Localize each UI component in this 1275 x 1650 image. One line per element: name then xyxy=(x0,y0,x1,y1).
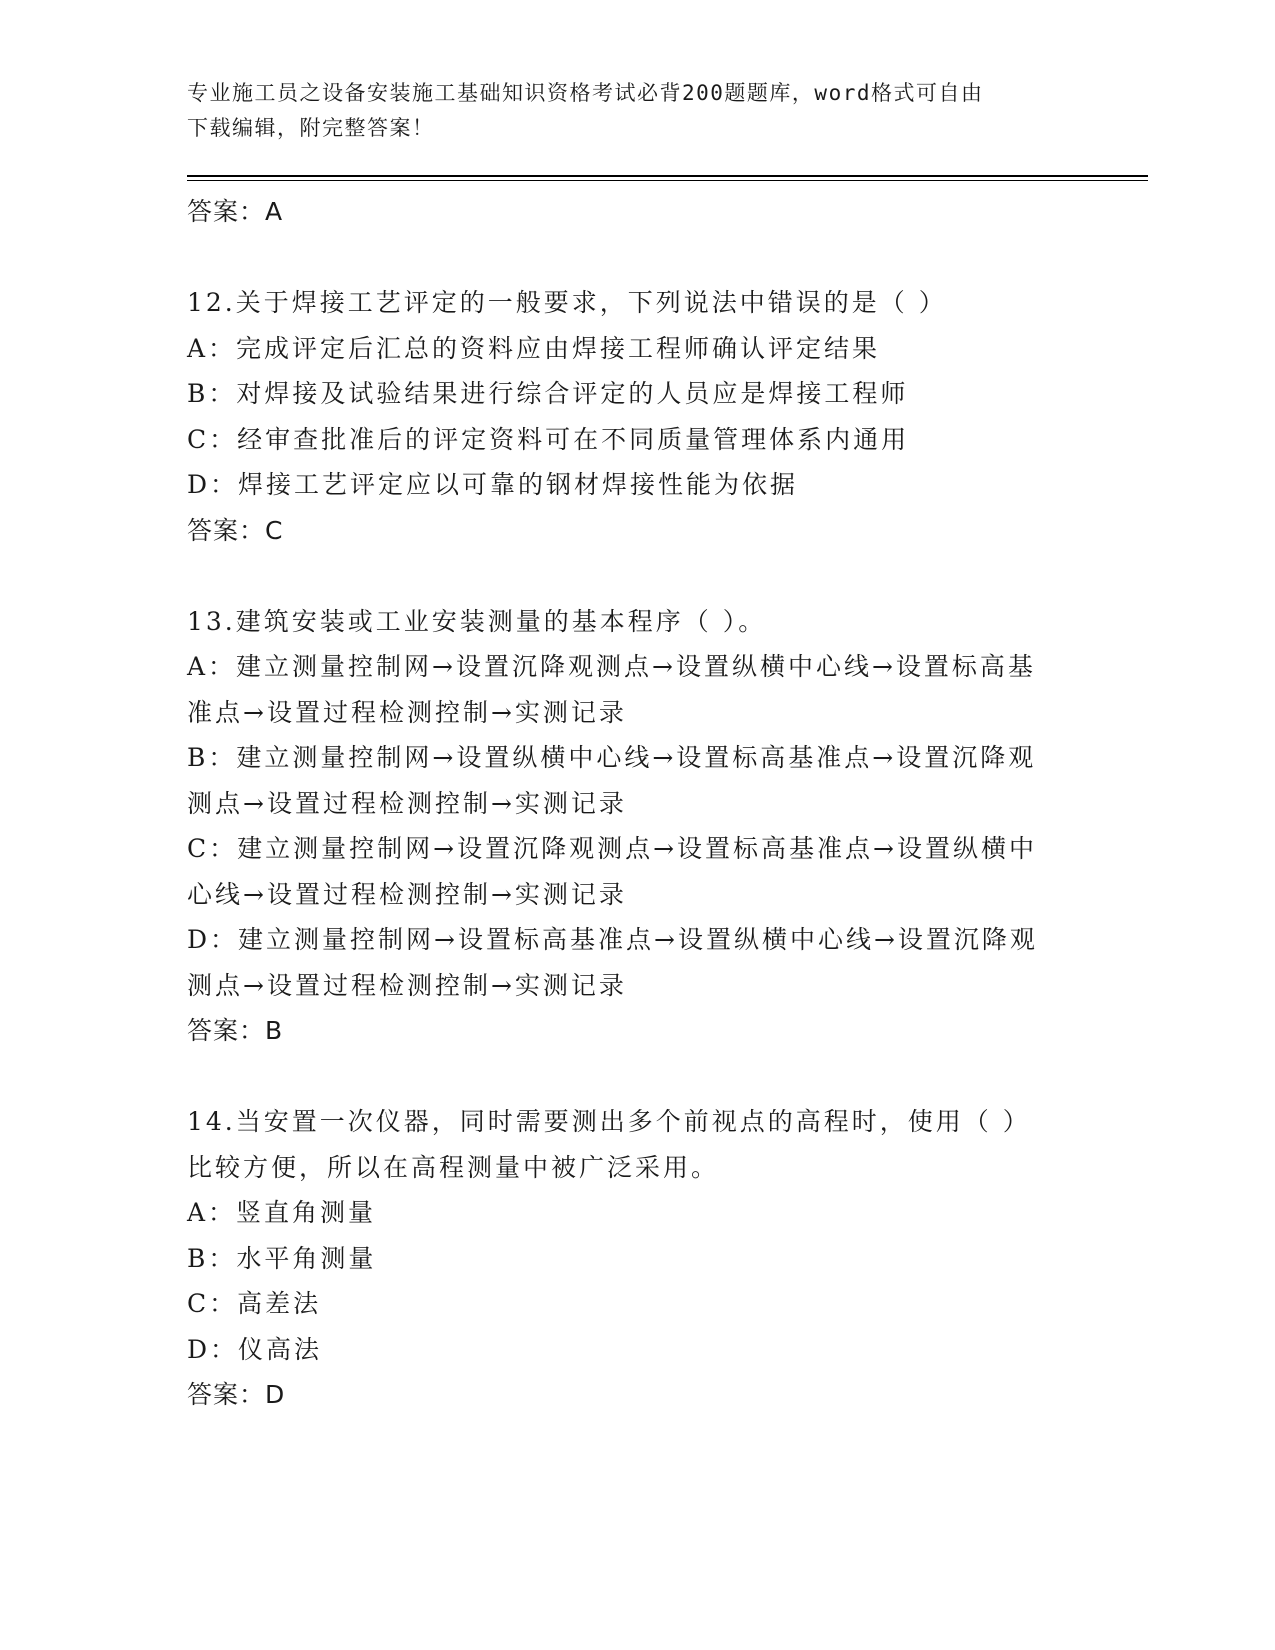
question-13-answer: 答案：B xyxy=(187,1016,284,1045)
question-13-option-c-line-2: 心线→设置过程检测控制→实测记录 xyxy=(187,879,627,909)
question-13-option-a-line-1: A：建立测量控制网→设置沉降观测点→设置纵横中心线→设置标高基 xyxy=(187,652,1036,681)
question-12-option-c: C：经审查批准后的评定资料可在不同质量管理体系内通用 xyxy=(187,424,910,454)
question-13-option-a-line-2: 准点→设置过程检测控制→实测记录 xyxy=(187,697,627,727)
question-13-option-d-line-2: 测点→设置过程检测控制→实测记录 xyxy=(187,970,627,1000)
question-14-option-d: D：仪高法 xyxy=(187,1334,323,1364)
header-title-line-2: 下载编辑，附完整答案！ xyxy=(187,116,435,140)
question-14-option-a: A：竖直角测量 xyxy=(187,1198,377,1227)
header-rule-thin xyxy=(187,180,1148,181)
question-12-stem: 12.关于焊接工艺评定的一般要求，下列说法中错误的是（ ） xyxy=(187,288,947,317)
question-13-option-d-line-1: D：建立测量控制网→设置标高基准点→设置纵横中心线→设置沉降观 xyxy=(187,925,1038,954)
page-header xyxy=(187,76,1087,146)
question-14-stem-line-2: 比较方便，所以在高程测量中被广泛采用。 xyxy=(187,1152,720,1182)
spacer xyxy=(187,1054,1087,1100)
question-12-answer: 答案：C xyxy=(187,515,284,545)
question-12-option-d: D：焊接工艺评定应以可靠的钢材焊接性能为依据 xyxy=(187,470,799,499)
question-13-stem: 13.建筑安装或工业安装测量的基本程序（ ）。 xyxy=(187,606,767,636)
question-12-option-a: A：完成评定后汇总的资料应由焊接工程师确认评定结果 xyxy=(187,333,881,363)
answer-11: 答案：A xyxy=(187,197,284,226)
question-13-option-b-line-1: B：建立测量控制网→设置纵横中心线→设置标高基准点→设置沉降观 xyxy=(187,743,1037,772)
question-14-option-c: C：高差法 xyxy=(187,1289,322,1318)
spacer xyxy=(187,235,1087,281)
question-content xyxy=(187,189,1087,1418)
question-14-answer: 答案：D xyxy=(187,1380,286,1409)
question-13-option-b-line-2: 测点→设置过程检测控制→实测记录 xyxy=(187,788,627,818)
question-12 xyxy=(187,280,1087,553)
question-13-option-c-line-1: C：建立测量控制网→设置沉降观测点→设置标高基准点→设置纵横中 xyxy=(187,834,1037,863)
header-title-line-1: 专业施工员之设备安装施工基础知识资格考试必背200题题库，word格式可自由 xyxy=(187,81,984,105)
question-12-option-b: B：对焊接及试验结果进行综合评定的人员应是焊接工程师 xyxy=(187,379,909,408)
question-14 xyxy=(187,1099,1087,1418)
spacer xyxy=(187,553,1087,599)
question-14-stem-line-1: 14.当安置一次仪器，同时需要测出多个前视点的高程时，使用（ ） xyxy=(187,1107,1031,1136)
question-13 xyxy=(187,599,1087,1054)
question-14-option-b: B：水平角测量 xyxy=(187,1243,377,1273)
header-rule-thick xyxy=(187,175,1148,177)
